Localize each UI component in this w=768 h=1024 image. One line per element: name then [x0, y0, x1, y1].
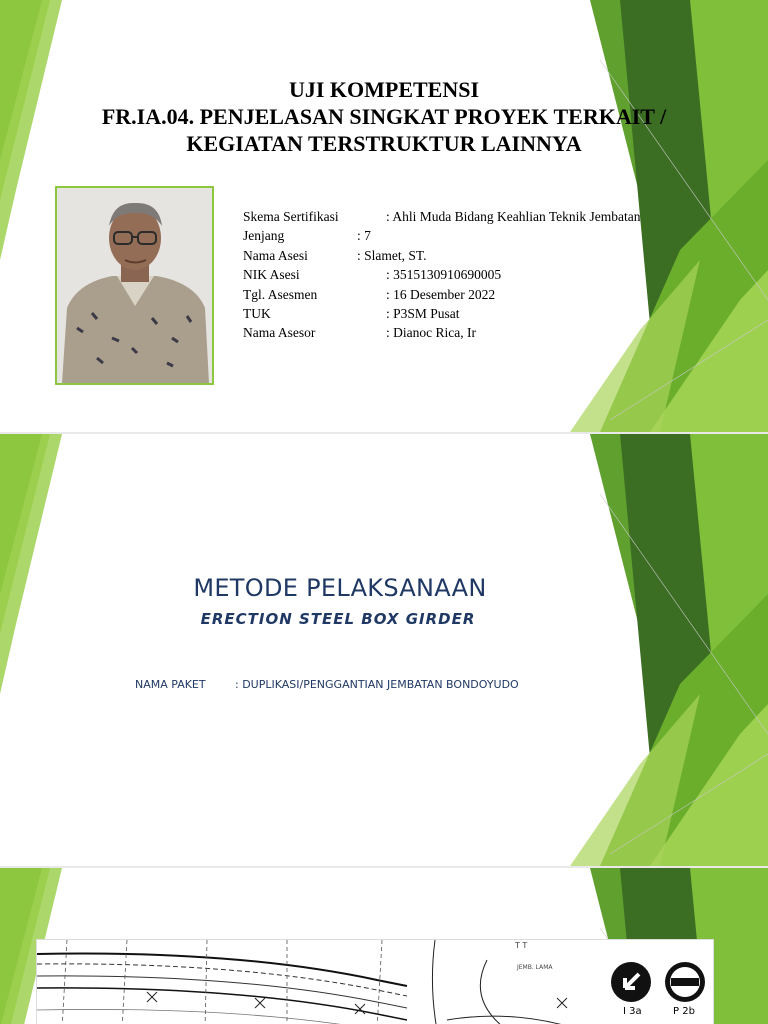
info-label: Skema Sertifikasi: [243, 209, 339, 224]
info-value: : P3SM Pusat: [386, 305, 460, 321]
info-value: : 3515130910690005: [386, 267, 502, 283]
title-line-3: KEGIATAN TERSTRUKTUR LAINNYA: [186, 131, 582, 156]
info-label: Nama Asesor: [243, 325, 316, 341]
info-label: NIK Asesi: [243, 267, 300, 283]
title-line-1: UJI KOMPETENSI: [288, 77, 480, 102]
slide-drawing: [0, 868, 768, 1024]
info-label: Nama Asesi: [243, 247, 308, 263]
info-value: : Slamet, ST.: [357, 247, 427, 263]
drawing-label: JEMB. LAMA: [517, 964, 553, 971]
arrow-down-left-sign-icon: [609, 960, 653, 1004]
slide-title: [0, 76, 768, 157]
info-label: Tgl. Asesmen: [243, 286, 318, 302]
slide-metode: [0, 434, 768, 866]
info-label: TUK: [243, 305, 271, 321]
info-value: : 7: [357, 228, 371, 244]
method-subheading: ERECTION STEEL BOX GIRDER: [200, 610, 476, 628]
asesi-photo: [55, 186, 214, 385]
green-decoration: [0, 434, 768, 866]
slide-identitas: [0, 0, 768, 432]
info-value: : Dianoc Rica, Ir: [386, 325, 476, 341]
info-value: : Ahli Muda Bidang Keahlian Teknik Jembatan: [386, 209, 641, 224]
paket-label: NAMA PAKET: [135, 678, 206, 691]
sign-label-2: P 2b: [673, 1006, 695, 1017]
drawing-marks: T T: [515, 941, 528, 950]
paket-value: : DUPLIKASI/PENGGANTIAN JEMBATAN BONDOYUDO: [235, 678, 519, 691]
bridge-plan-drawing: [36, 939, 714, 1024]
no-entry-sign-icon: [663, 960, 707, 1004]
info-label: Jenjang: [243, 228, 285, 244]
title-line-2: FR.IA.04. PENJELASAN SINGKAT PROYEK TERKAIT /: [101, 104, 667, 129]
info-value: : 16 Desember 2022: [386, 286, 496, 302]
sign-label-1: I 3a: [623, 1006, 642, 1017]
method-heading: METODE PELAKSANAAN: [193, 574, 487, 602]
paket-row: [135, 678, 519, 691]
